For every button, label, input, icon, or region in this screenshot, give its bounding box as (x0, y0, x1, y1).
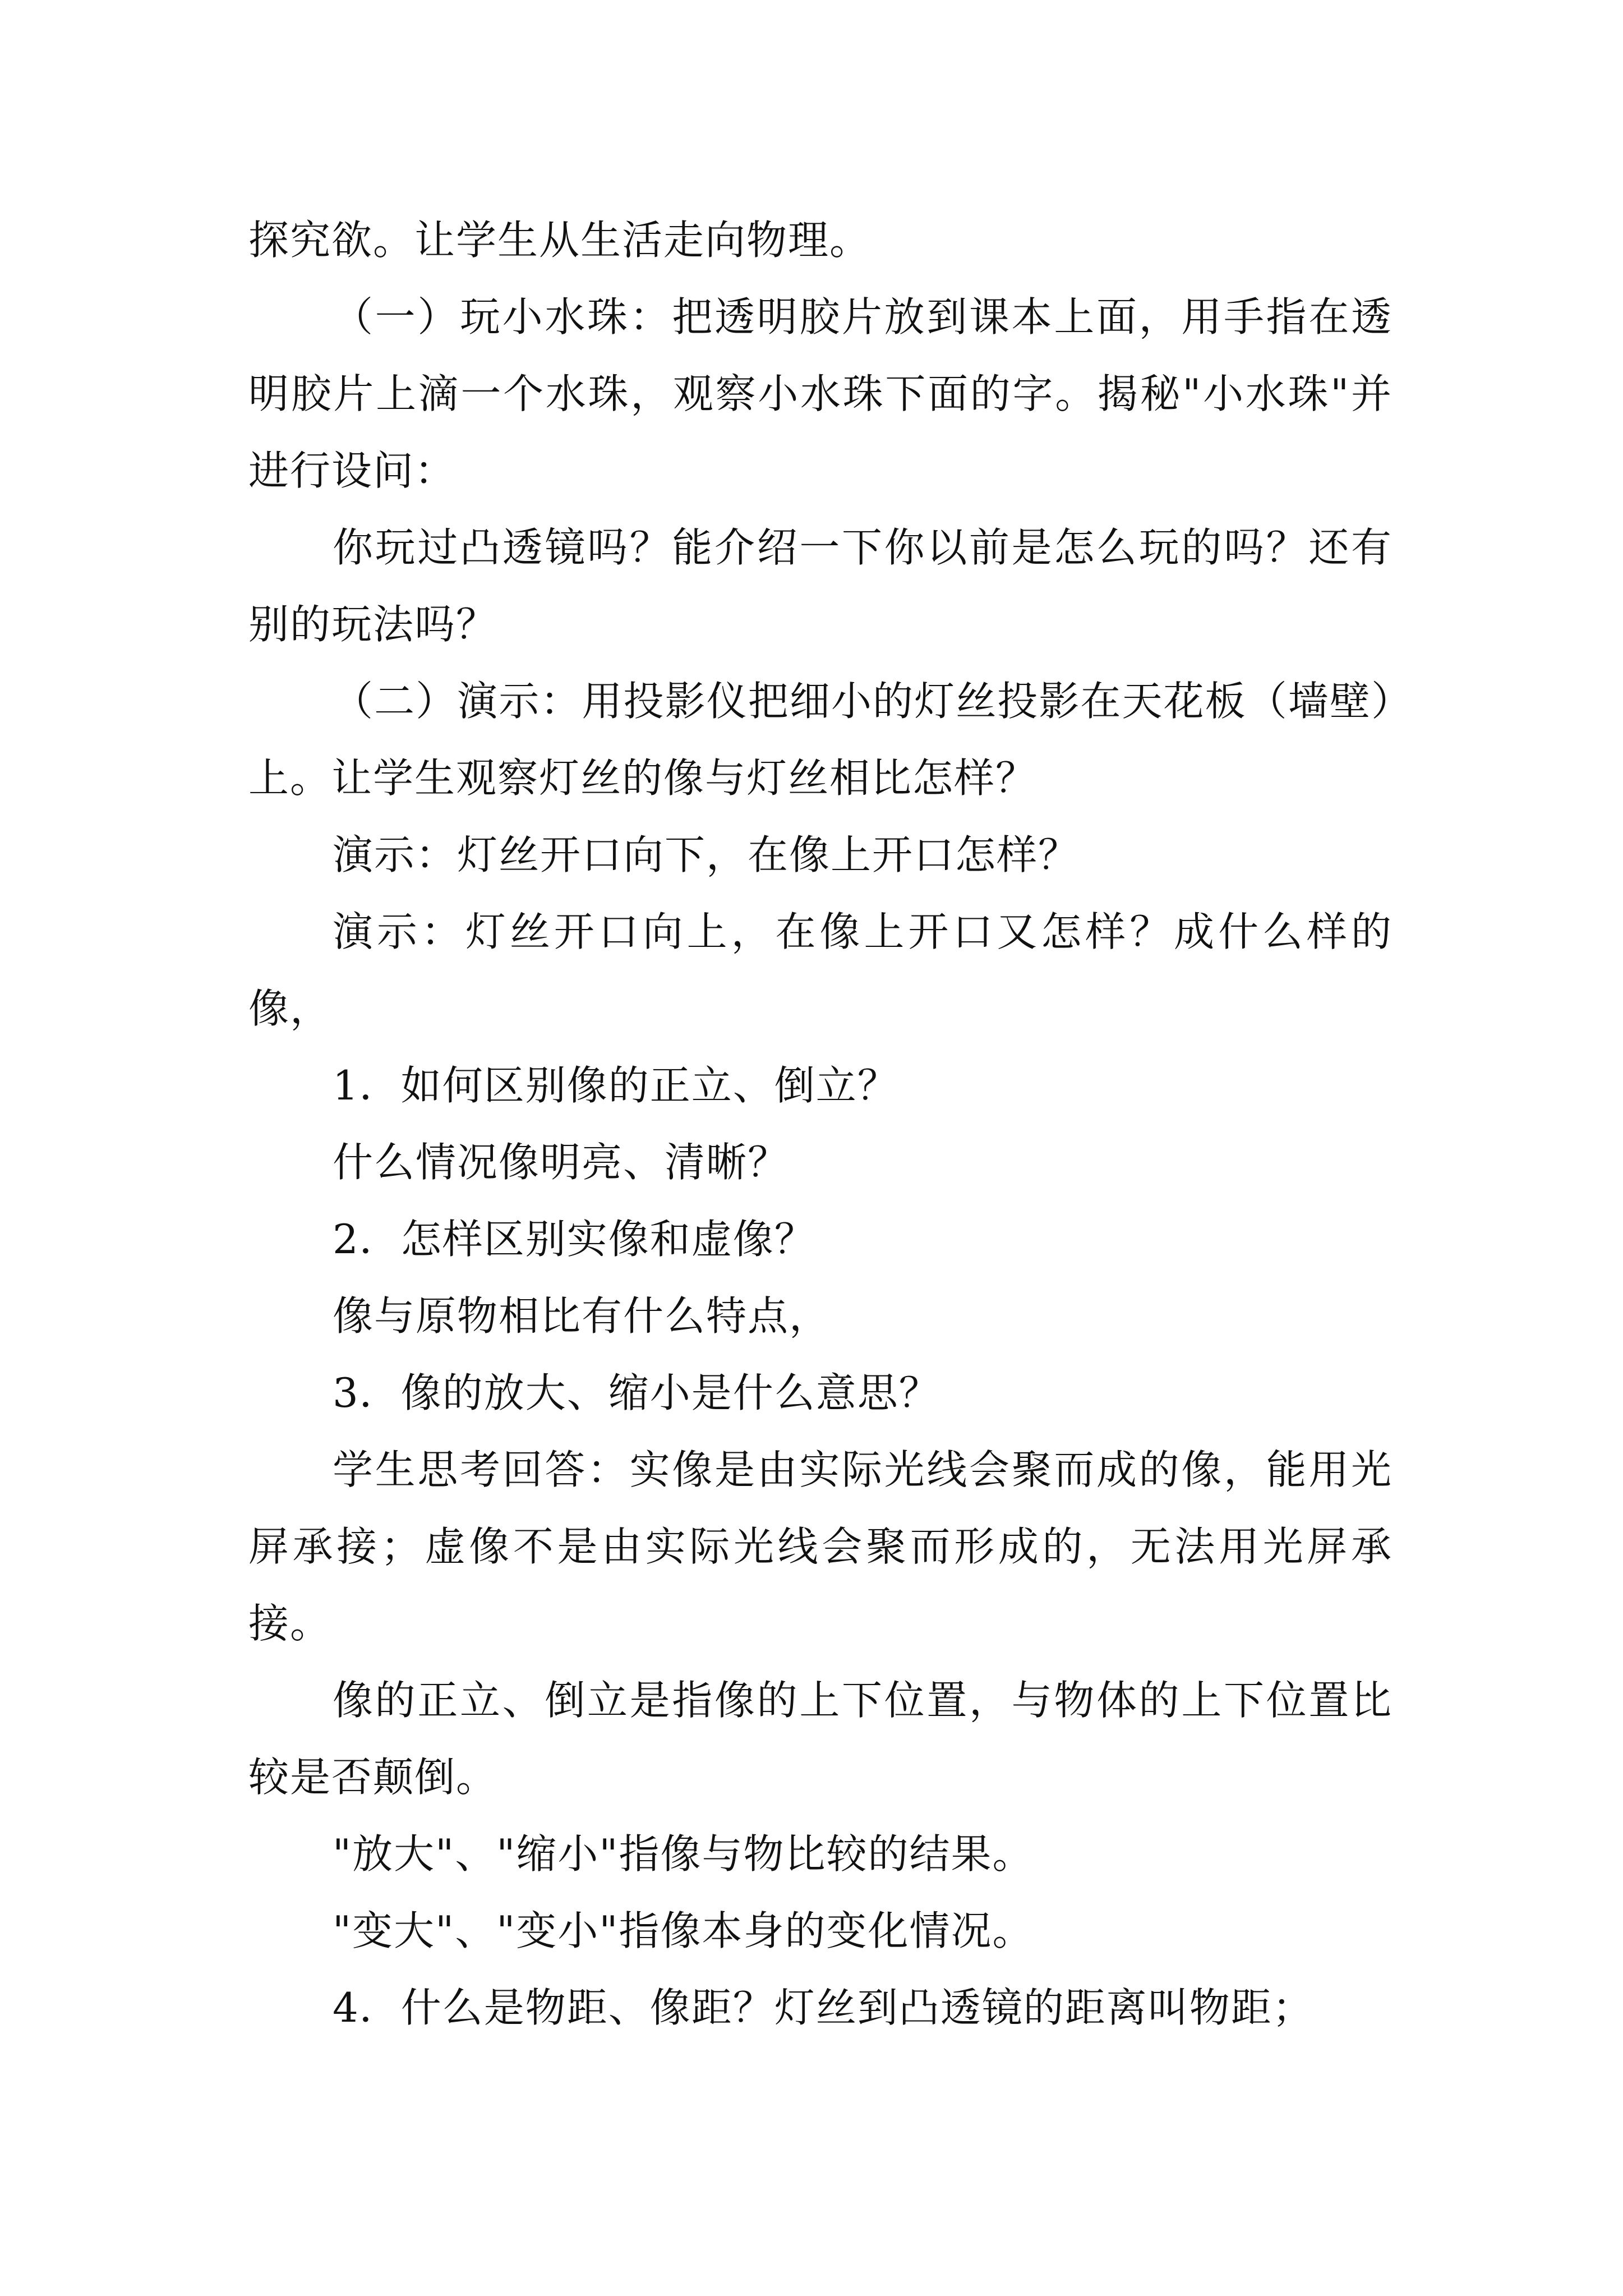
paragraph-intro-end: 探究欲。让学生从生活走向物理。 (248, 217, 872, 264)
paragraph-convex-lens-question: 你玩过凸透镜吗？能介绍一下你以前是怎么玩的吗？还有别的玩法吗？ (248, 524, 1393, 648)
paragraph-bigger-smaller: "变大"、"变小"指像本身的变化情况。 (333, 1907, 1034, 1954)
paragraph-question-1: 1．如何区别像的正立、倒立？ (333, 1062, 899, 1109)
paragraph-enlarge-shrink: "放大"、"缩小"指像与物比较的结果。 (333, 1830, 1034, 1878)
paragraph-upright-inverted: 像的正立、倒立是指像的上下位置，与物体的上下位置比较是否颠倒。 (248, 1677, 1393, 1801)
document-body (248, 202, 1393, 2046)
paragraph-question-4: 4．什么是物距、像距？灯丝到凸透镜的距离叫物距； (333, 1984, 1314, 2031)
paragraph-demo-opening-up: 演示：灯丝开口向上，在像上开口又怎样？成什么样的像， (248, 908, 1393, 1032)
paragraph-water-drop: （一）玩小水珠：把透明胶片放到课本上面，用手指在透明胶片上滴一个水珠，观察小水珠下面的字。揭秘"小水珠"并进行设问： (248, 293, 1393, 494)
paragraph-question-3: 3．像的放大、缩小是什么意思？ (333, 1369, 940, 1416)
paragraph-features-question: 像与原物相比有什么特点， (333, 1292, 831, 1340)
paragraph-brightness-question: 什么情况像明亮、清晰？ (333, 1139, 790, 1186)
paragraph-demo-opening-down: 演示：灯丝开口向下，在像上开口怎样？ (333, 831, 1080, 878)
paragraph-question-2: 2．怎样区别实像和虚像？ (333, 1216, 816, 1263)
paragraph-student-answer: 学生思考回答：实像是由实际光线会聚而成的像，能用光屏承接；虚像不是由实际光线会聚而形成的，无法用光屏承接。 (248, 1446, 1393, 1647)
paragraph-projector-demo: （二）演示：用投影仪把细小的灯丝投影在天花板（墙壁）上。让学生观察灯丝的像与灯丝相比怎样？ (248, 678, 1393, 802)
